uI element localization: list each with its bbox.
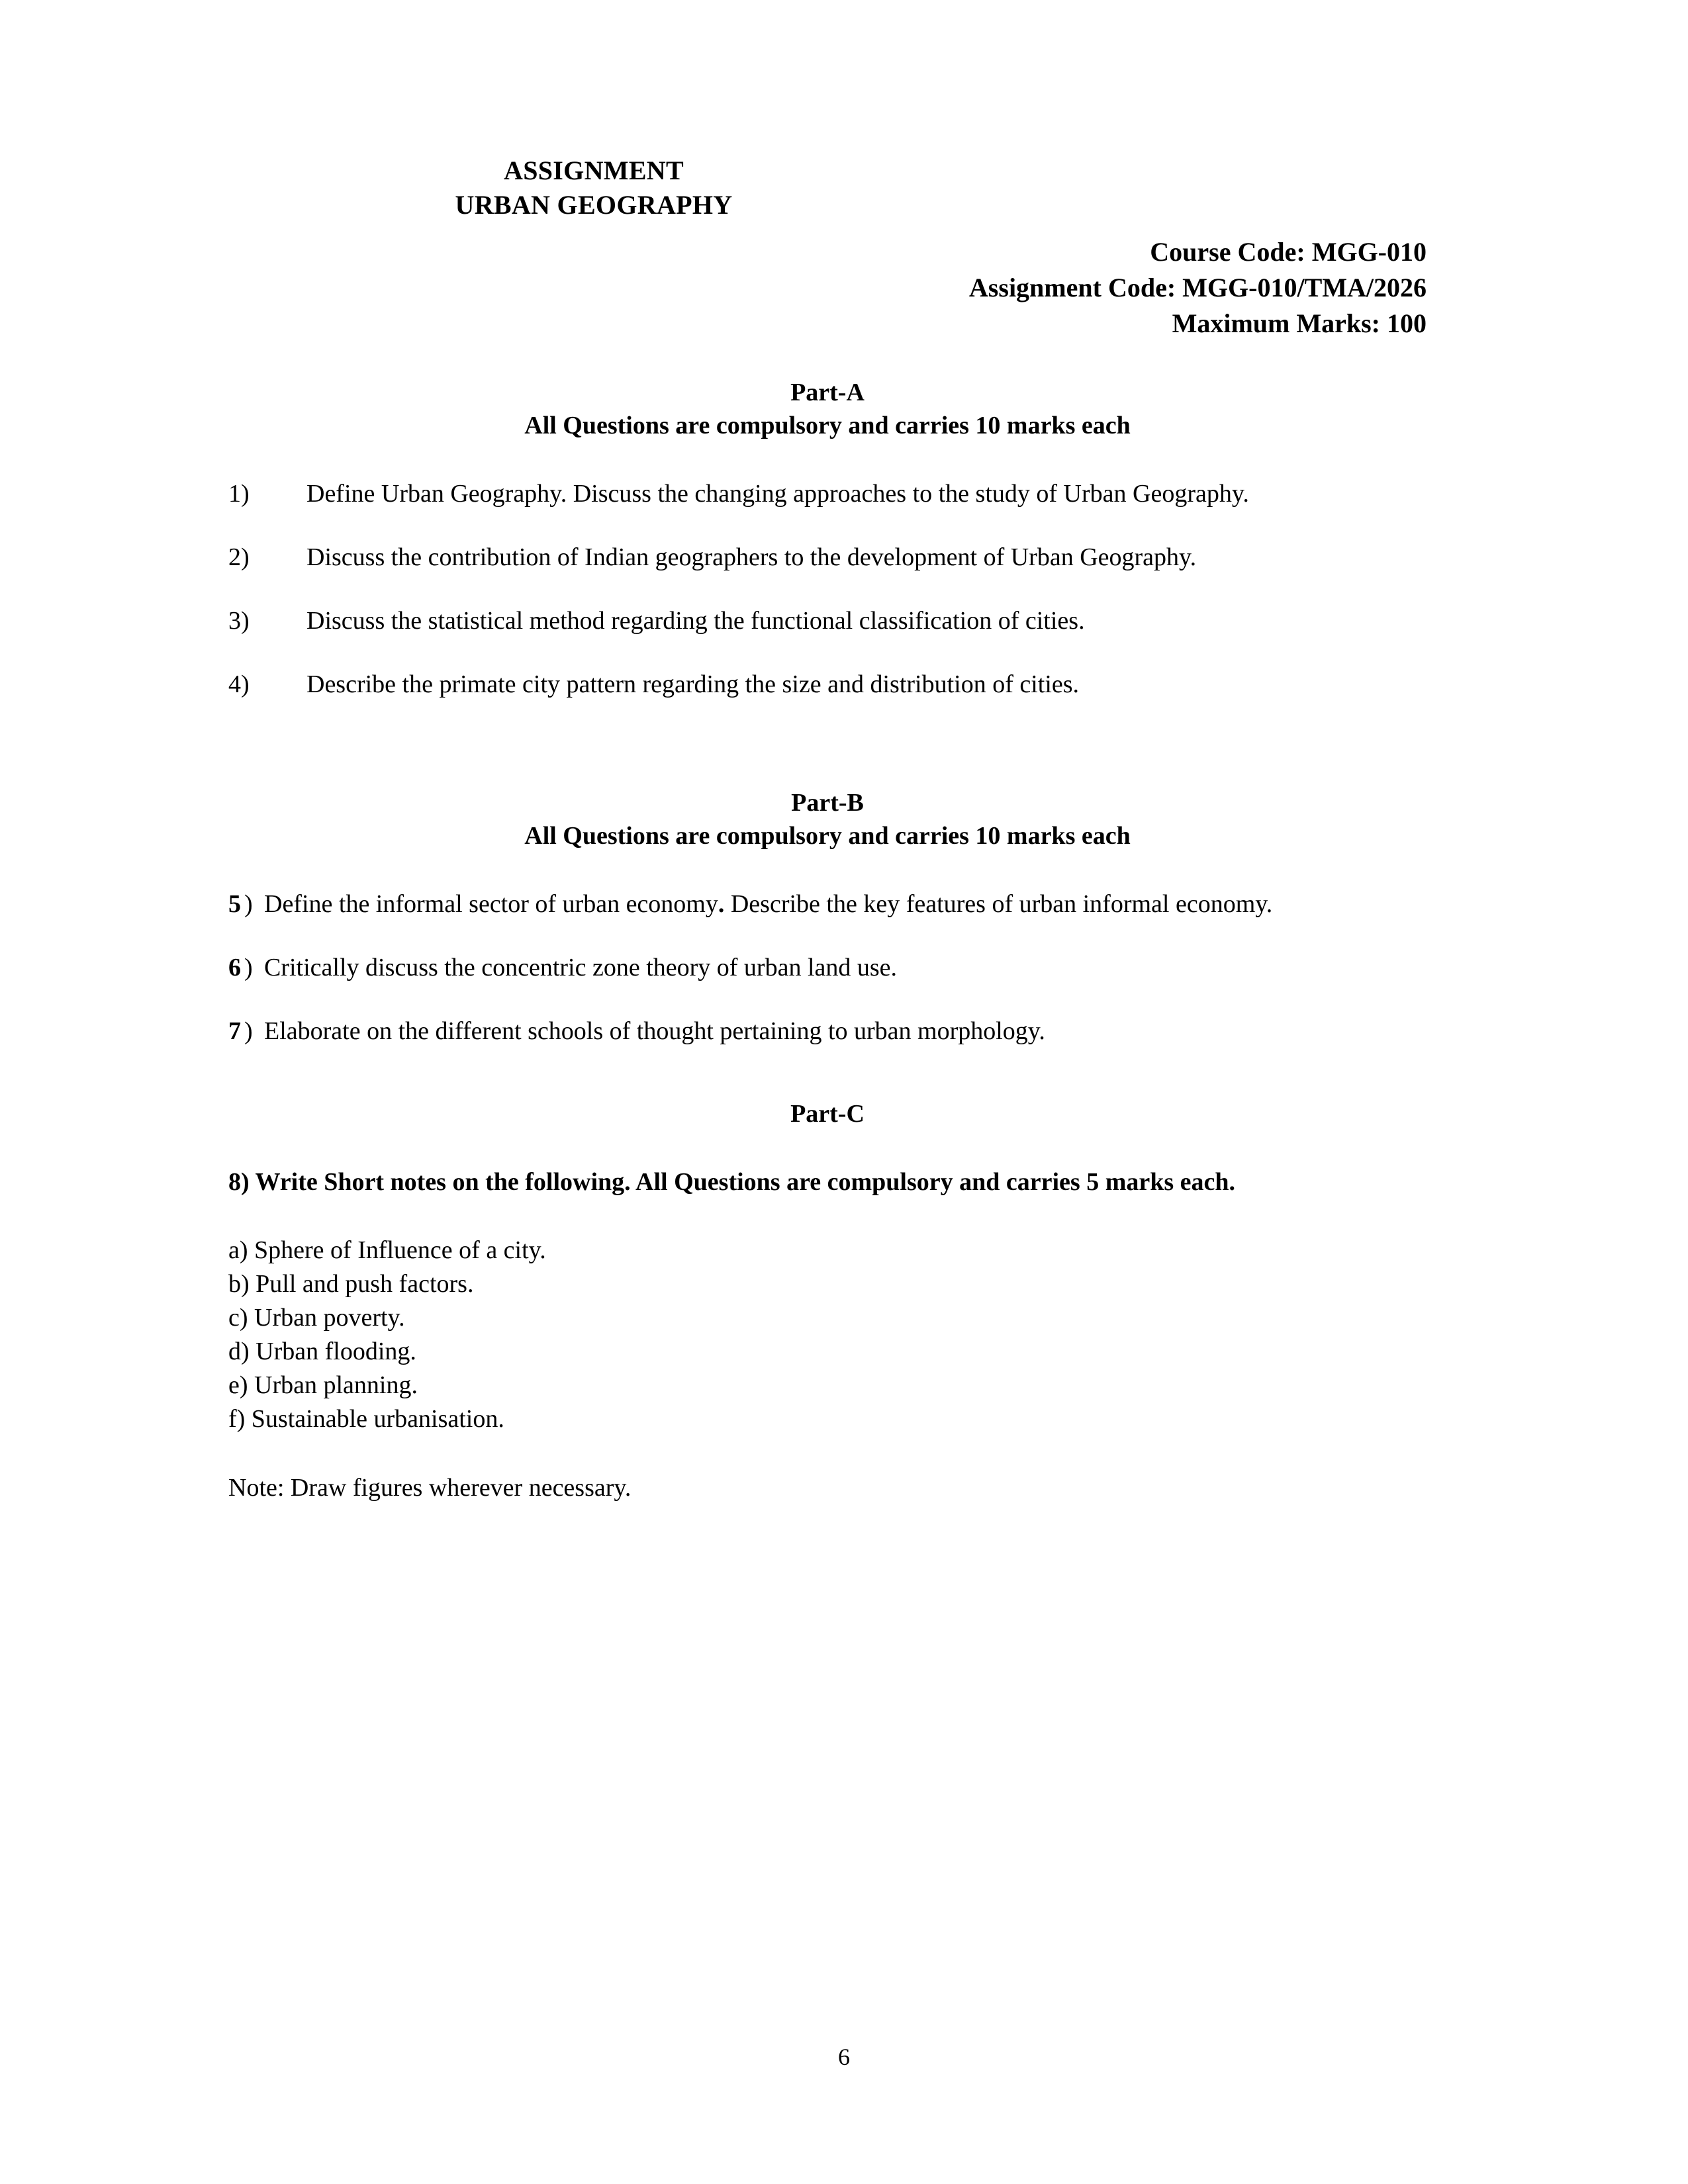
assignment-code: Assignment Code: MGG-010/TMA/2026 [968, 273, 1427, 302]
list-item: b) Pull and push factors. [228, 1270, 474, 1298]
part-b-heading: Part-B [791, 789, 864, 817]
list-item: d) Urban flooding. [228, 1338, 416, 1365]
question-text: Discuss the statistical method regarding the functional classification of cities. [306, 607, 1085, 635]
list-item: c) Urban poverty. [228, 1304, 405, 1332]
document-title-subject: URBAN GEOGRAPHY [455, 190, 733, 220]
question-item [228, 540, 1427, 574]
part-b-subheading: All Questions are compulsory and carries 10 marks each [524, 822, 1131, 850]
spacer [228, 1130, 1427, 1165]
question-item [228, 1014, 1427, 1048]
document-title-assignment: ASSIGNMENT [504, 156, 684, 185]
question-text-before: Define the informal sector of urban economy [264, 890, 718, 918]
question-text: Discuss the contribution of Indian geographers to the development of Urban Geography. [306, 543, 1197, 571]
document-meta-block [228, 234, 1427, 341]
spacer [228, 1199, 1427, 1234]
question-text [258, 887, 1427, 921]
part-c-heading: Part-C [790, 1100, 865, 1128]
part-b-question-list [228, 887, 1427, 1048]
document-header [228, 154, 1427, 222]
spacer [228, 1436, 1427, 1471]
question-number: 6 [228, 954, 241, 981]
question-text: Describe the primate city pattern regarding the size and distribution of cities. [306, 670, 1080, 698]
spacer [228, 1077, 1427, 1097]
list-item: f) Sustainable urbanisation. [228, 1405, 504, 1433]
question-item [228, 604, 1427, 638]
list-item: e) Urban planning. [228, 1371, 418, 1399]
question-number: 7 [228, 1017, 241, 1045]
question-item [228, 477, 1427, 511]
document-content [228, 154, 1427, 1505]
list-item: a) Sphere of Influence of a city. [228, 1236, 546, 1264]
question-item [228, 667, 1427, 702]
part-a-heading: Part-A [790, 379, 865, 406]
question-text-after: Describe the key features of urban informal economy. [724, 890, 1273, 918]
course-code: Course Code: MGG-010 [1150, 237, 1427, 267]
question-paren: ) [244, 954, 253, 981]
question-number: 1) [228, 480, 250, 508]
spacer [228, 442, 1427, 477]
part-a-subheading: All Questions are compulsory and carries 10 marks each [524, 412, 1131, 439]
question-text: Critically discuss the concentric zone theory of urban land use. [264, 954, 898, 981]
question-number: 5 [228, 890, 241, 918]
part-c-prompt: 8) Write Short notes on the following. All Questions are compulsory and carries 5 marks each. [228, 1168, 1236, 1196]
part-a-question-list [228, 477, 1427, 702]
question-text: Define Urban Geography. Discuss the changing approaches to the study of Urban Geography. [306, 480, 1249, 508]
question-number: 3) [228, 607, 250, 635]
note-text: Note: Draw figures wherever necessary. [228, 1474, 632, 1502]
question-item [228, 950, 1427, 985]
spacer [228, 852, 1427, 887]
question-text-dot: . [718, 890, 725, 918]
spacer [228, 731, 1427, 786]
question-paren: ) [244, 1017, 253, 1045]
part-c-sub-item-list [228, 1234, 1427, 1436]
question-number: 2) [228, 543, 250, 571]
question-number: 4) [228, 670, 250, 698]
question-item [228, 887, 1427, 921]
page-number: 6 [838, 2044, 850, 2070]
maximum-marks: Maximum Marks: 100 [1172, 308, 1427, 338]
question-text: Elaborate on the different schools of thought pertaining to urban morphology. [264, 1017, 1045, 1045]
question-paren: ) [244, 890, 253, 918]
spacer [228, 341, 1427, 376]
